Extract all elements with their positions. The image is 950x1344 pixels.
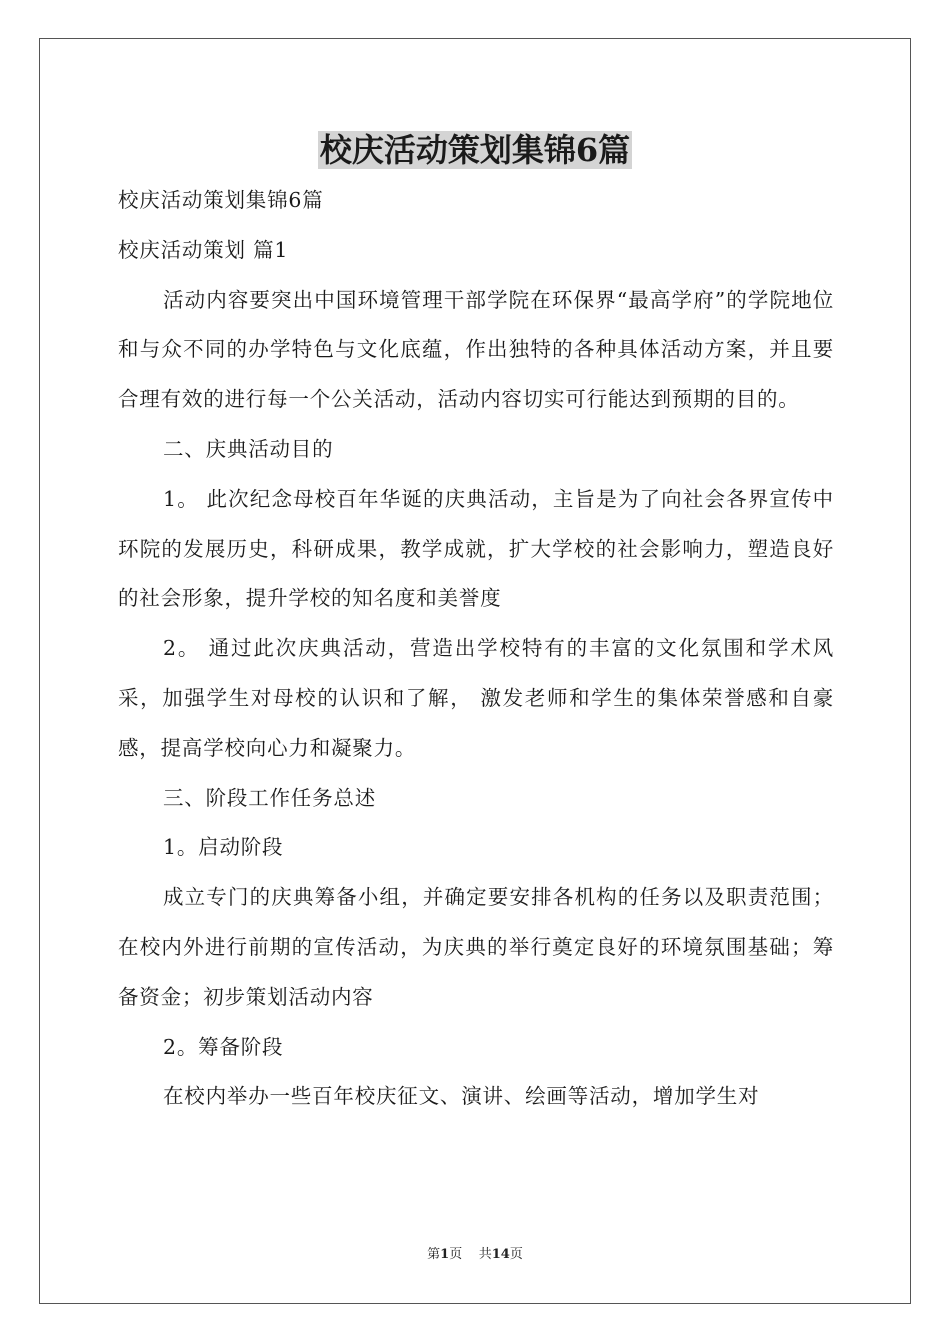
footer-total-pages: 14	[491, 1247, 510, 1262]
paragraph-stage-2-heading: 2。筹备阶段	[163, 1034, 284, 1059]
paragraph-activity-content: 活动内容要突出中国环境管理干部学院在环保界“最高学府”的学院地位和与众不同的办学特色与文化底蕴，作出独特的各种具体活动方案，并且要合理有效的进行每一个公关活动，活动内容切实可行能达到预期的目的。	[118, 287, 834, 412]
paragraph-heading-stages: 三、阶段工作任务总述	[163, 785, 376, 810]
paragraph-stage-1-heading: 1。启动阶段	[163, 835, 284, 860]
footer-total-suffix: 页	[509, 1247, 523, 1262]
paragraph-subtitle: 校庆活动策划集锦6篇	[118, 188, 324, 212]
document-title-text: 校庆活动策划集锦6篇	[319, 131, 631, 169]
footer-total-prefix: 共	[478, 1247, 492, 1262]
footer-page-suffix: 页	[449, 1247, 463, 1262]
paragraph-section-heading: 校庆活动策划 篇1	[118, 237, 289, 262]
paragraph-purpose-2: 2。 通过此次庆典活动，营造出学校特有的丰富的文化氛围和学术风采，加强学生对母校的认识和了解， 激发老师和学生的集体荣誉感和自豪感，提高学校向心力和凝聚力。	[118, 636, 834, 760]
document-body	[118, 176, 834, 1122]
document-title	[0, 128, 950, 172]
page-footer	[0, 1246, 950, 1264]
paragraph-heading-purpose: 二、庆典活动目的	[163, 436, 334, 461]
paragraph-stage-2-body: 在校内举办一些百年校庆征文、演讲、绘画等活动，增加学生对	[163, 1084, 760, 1109]
footer-page-prefix: 第	[427, 1247, 441, 1262]
footer-page-number: 1	[440, 1247, 450, 1262]
paragraph-stage-1-body: 成立专门的庆典筹备小组，并确定要安排各机构的任务以及职责范围；在校内外进行前期的宣传活动，为庆典的举行奠定良好的环境氛围基础；筹备资金；初步策划活动内容	[118, 885, 834, 1009]
paragraph-purpose-1: 1。 此次纪念母校百年华诞的庆典活动，主旨是为了向社会各界宣传中环院的发展历史，科研成果，教学成就，扩大学校的社会影响力，塑造良好的社会形象，提升学校的知名度和美誉度	[118, 486, 834, 611]
